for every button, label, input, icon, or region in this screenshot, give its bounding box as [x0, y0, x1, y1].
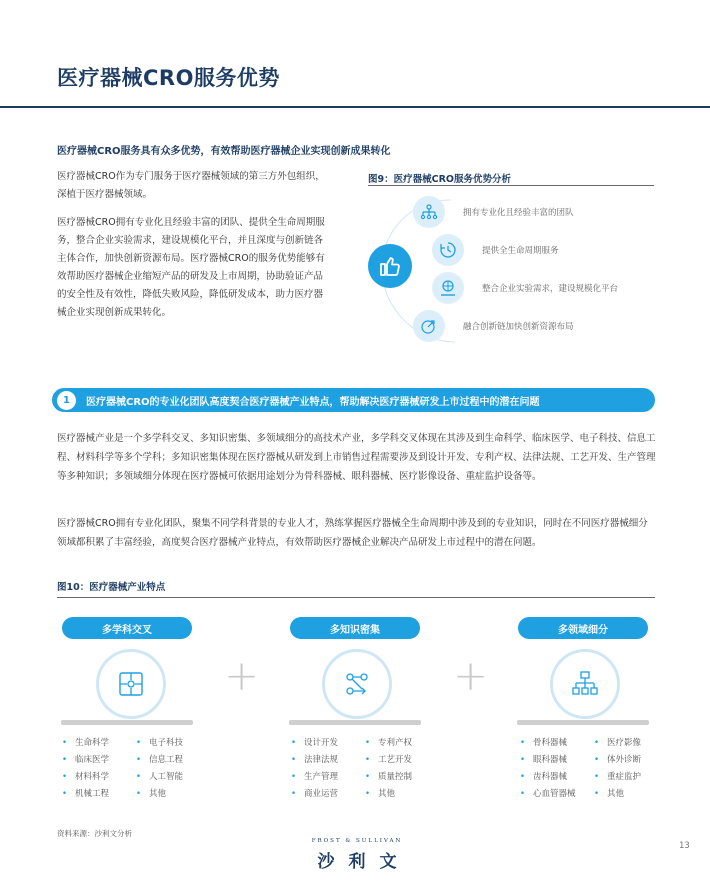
advantage-item [432, 234, 559, 266]
column-list [62, 735, 202, 802]
page-title: 医疗器械CRO服务优势 [57, 66, 280, 90]
section-number: 1 [57, 391, 76, 410]
column-divider [289, 720, 421, 725]
list-item: • 生命科学 [62, 735, 128, 751]
list-item: • 心血管器械 [520, 786, 586, 802]
list-item: • 重症监护 [594, 769, 660, 785]
column-divider [517, 720, 649, 725]
list-item: • 生产管理 [291, 769, 357, 785]
list-item: • 质量控制 [365, 769, 431, 785]
plus-sign: + [453, 651, 489, 700]
list-item: • 信息工程 [136, 752, 202, 768]
list-item: • 人工智能 [136, 769, 202, 785]
advantage-item [413, 196, 574, 228]
column-pill: 多学科交叉 [62, 617, 192, 639]
intro-paragraph: 医疗器械CRO作为专门服务于医疗器械领域的第三方外包组织，深植于医疗器械领域。 [57, 171, 325, 200]
list-item: • 商业运营 [291, 786, 357, 802]
innovation-icon [413, 310, 445, 342]
logo-english-text: FROST & SULLIVAN [311, 838, 403, 844]
column-pill: 多知识密集 [290, 617, 420, 639]
intro-text [57, 168, 325, 332]
column-icon-ring [322, 649, 392, 719]
lifecycle-icon [432, 234, 464, 266]
column-list [291, 735, 431, 802]
list-item: • 专利产权 [365, 735, 431, 751]
figure9-divider [368, 185, 654, 186]
advantage-label: 整合企业实验需求，建设规模化平台 [482, 284, 619, 294]
logo-chinese-text: 沙利文 [317, 852, 411, 872]
column-list [520, 735, 660, 802]
section-subtitle: 医疗器械CRO服务具有众多优势，有效帮助医疗器械企业实现创新成果转化 [57, 146, 391, 157]
list-item: • 骨科器械 [520, 735, 586, 751]
advantage-item [432, 272, 618, 304]
list-item: • 工艺开发 [365, 752, 431, 768]
column-pill: 多领域细分 [518, 617, 648, 639]
list-item: • 设计开发 [291, 735, 357, 751]
section-banner [52, 388, 655, 412]
intro-paragraph: 医疗器械CRO拥有专业化且经验丰富的团队、提供全生命周期服务，整合企业实验需求，建设规模化平台，并且深度与创新链各主体合作，加快创新资源布局。医疗器械CRO的服务优势能够有效帮助医疗器械企业缩短产品的研发及上市周期，协助验证产品的安全性及有效性，降低失败风险，降低研发成本，助力医疗器械企业实现创新成果转化。 [57, 217, 325, 318]
page-number: 13 [679, 841, 690, 851]
list-item: • 其他 [594, 786, 660, 802]
advantage-item [413, 310, 574, 342]
list-item: • 齿科器械 [520, 769, 586, 785]
title-divider [0, 106, 710, 108]
source-note: 资料来源：沙利文分析 [57, 829, 132, 838]
figure10-title: 图10：医疗器械产业特点 [57, 582, 166, 593]
advantage-label: 拥有专业化且经验丰富的团队 [463, 208, 574, 218]
list-item: • 其他 [365, 786, 431, 802]
plus-sign: + [224, 651, 260, 700]
column-icon-ring [550, 649, 620, 719]
list-item: • 材料科学 [62, 769, 128, 785]
team-icon [413, 196, 445, 228]
frost-sullivan-logo [294, 838, 420, 872]
figure10-divider [57, 597, 655, 598]
figure9-title: 图9：医疗器械CRO服务优势分析 [368, 174, 511, 185]
list-item: • 机械工程 [62, 786, 128, 802]
column-divider [61, 720, 193, 725]
advantage-label: 提供全生命周期服务 [482, 246, 559, 256]
column-icon-ring [96, 649, 166, 719]
list-item: • 体外诊断 [594, 752, 660, 768]
list-item: • 法律法规 [291, 752, 357, 768]
list-item: • 其他 [136, 786, 202, 802]
puzzle-icon [105, 658, 157, 710]
section-banner-title: 医疗器械CRO的专业化团队高度契合医疗器械产业特点，帮助解决医疗器械研发上市过程中的潜在问题 [86, 396, 540, 408]
body-paragraph: 医疗器械产业是一个多学科交叉、多知识密集、多领域细分的高技术产业，多学科交叉体现在其涉及到生命科学、临床医学、电子科技、信息工程、材料科学等多个学科；多知识密集体现在医疗器械从研发到上市销售过程需要涉及到设计开发、专利产权、法律法规、工艺开发、生产管理等多种知识；多领域细分体现在医疗器械可依据用途划分为骨科器械、眼科器械、医疗影像设备、重症监护设备等。 [57, 433, 656, 482]
list-item: • 电子科技 [136, 735, 202, 751]
list-item: • 医疗影像 [594, 735, 660, 751]
thumbs-up-icon [368, 244, 412, 288]
hierarchy-icon [559, 658, 611, 710]
platform-icon [432, 272, 464, 304]
knowledge-network-icon [331, 658, 383, 710]
list-item: • 眼科器械 [520, 752, 586, 768]
list-item: • 临床医学 [62, 752, 128, 768]
advantage-label: 融合创新链加快创新资源布局 [463, 322, 574, 332]
body-paragraph: 医疗器械CRO拥有专业化团队，聚集不同学科背景的专业人才，熟练掌握医疗器械全生命周期中涉及到的专业知识，同时在不同医疗器械细分领域都积累了丰富经验，高度契合医疗器械产业特点，有效帮助医疗器械企业解决产品研发上市过程中的潜在问题。 [57, 518, 648, 548]
